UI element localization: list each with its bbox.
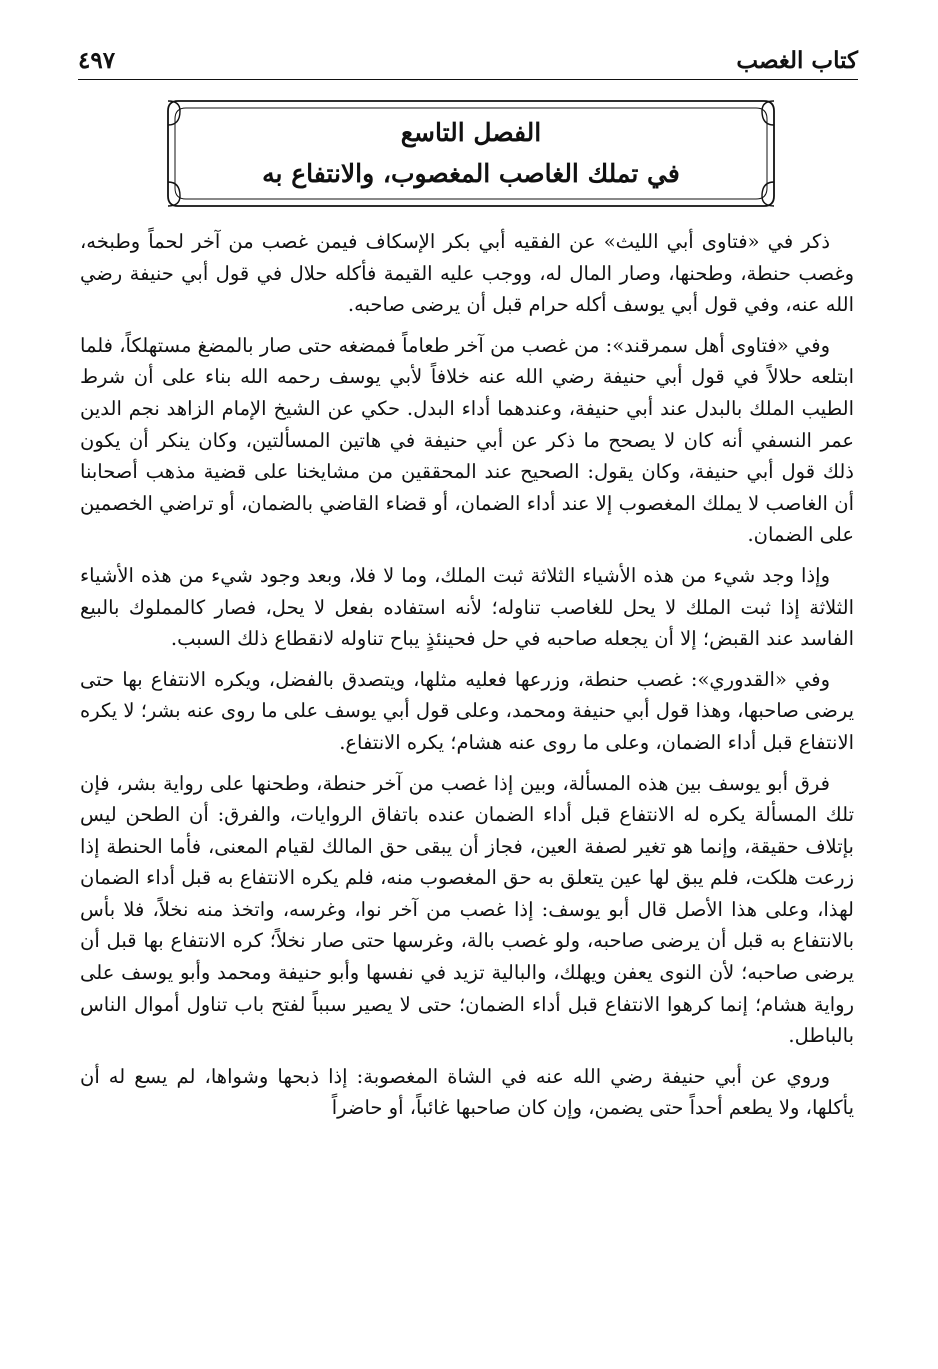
body-text (80, 226, 854, 1133)
chapter-subtitle: في تملك الغاصب المغصوب، والانتفاع به (262, 159, 680, 188)
running-title: كتاب الغصب (736, 47, 858, 74)
paragraph: ذكر في «فتاوى أبي الليث» عن الفقيه أبي بكر الإسكاف فيمن غصب من آخر لحماً وطبخه، وغصب حنطة، وطحنها، وصار المال له، ووجب عليه القيمة فأكله حلال في قول أبي حنيفة رضي الله عنه، وفي قول أبي يوسف أكله حرام قبل أن يرضى صاحبه. (80, 230, 854, 317)
page-number: ٤٩٧ (78, 47, 116, 74)
chapter-heading-box (164, 97, 778, 210)
paragraph: وفي «القدوري»: غصب حنطة، وزرعها فعليه مثلها، ويتصدق بالفضل، ويكره الانتفاع بها حتى يرضى صاحبها، وهذا قول أبي حنيفة ومحمد، وعلى قول أبي يوسف على ما روى عنه بشر؛ لا يكره الانتفاع قبل أداء الضمان، وعلى ما روى عنه هشام؛ يكره الانتفاع. (80, 667, 854, 754)
paragraph: وروي عن أبي حنيفة رضي الله عنه في الشاة المغصوبة: إذا ذبحها وشواها، لم يسع له أن يأكلها، ولا يطعم أحداً حتى يضمن، وإن كان صاحبها غائباً، أو حاضراً (80, 1064, 854, 1120)
paragraph: وفي «فتاوى أهل سمرقند»: من غصب من آخر طعاماً فمضغه حتى صار بالمضغ مستهلكاً، فلما ابتلعه حلالاً في قول أبي حنيفة رضي الله عنه خلافاً لأبي يوسف رحمه الله بناء على أن شرط الطيب الملك بالبدل عند أبي حنيفة، وعندهما أداء البدل. حكي عن الشيخ الإمام الزاهد نجم الدين عمر النسفي أنه كان لا يصحح ما ذكر عن أبي حنيفة في هاتين المسألتين، وكان ينكر أن يكون ذلك قول أبي حنيفة، وكان يقول: الصحيح عند المحققين من مشايخنا على قضية مذهب أصحابنا أن الغاصب لا يملك المغصوب إلا عند أداء الضمان، أو قضاء القاضي بالضمان، أو تراضي الخصمين على الضمان. (80, 333, 854, 547)
ornamental-frame (164, 97, 778, 210)
paragraph: فرق أبو يوسف بين هذه المسألة، وبين إذا غصب من آخر حنطة، وطحنها على رواية بشر، فإن تلك المسألة يكره له الانتفاع قبل أداء الضمان عنده باتفاق الروايات، والفرق: أن الطحن ليس بإتلاف حقيقة، وإنما هو تغير لصفة العين، فجاز أن يبقى حق المالك لقيام المعنى، فأما الحنطة إذا زرعت هلكت، فلم يبق لها عين يتعلق به حق المغصوب منه، فلم يكره الانتفاع به قبل أداء الضمان لهذا، وعلى هذا الأصل قال أبو يوسف: إذا غصب من آخر نوا، وغرسه، واتخذ منه نخلاً، فلا بأس بالانتفاع به قبل أن يرضى صاحبه، ولو غصب بالة، وغرسها حتى صار نخلاً؛ كره الانتفاع بها قبل أن يرضى صاحبه؛ لأن النوى يعفن ويهلك، والبالية تزيد في نفسها وأبو حنيفة ومحمد وأبو يوسف على رواية هشام؛ إنما كرهوا الانتفاع قبل أداء الضمان؛ حتى لا يصير سبباً لفتح باب تناول أموال الناس بالباطل. (80, 771, 854, 1048)
header-divider (78, 79, 858, 80)
chapter-title: الفصل التاسع (400, 118, 542, 147)
page-header (78, 40, 858, 74)
paragraph: وإذا وجد شيء من هذه الأشياء الثلاثة ثبت الملك، وما لا فلا، وبعد وجود شيء من هذه الأشياء الثلاثة إذا ثبت الملك لا يحل للغاصب تناوله؛ لأنه استفاده بفعل لا يحل، فصار كالمملوك بالبيع الفاسد عند القبض؛ إلا أن يجعله صاحبه في حل فحينئذٍ يباح تناوله لانقطاع ذلك السبب. (80, 563, 854, 651)
